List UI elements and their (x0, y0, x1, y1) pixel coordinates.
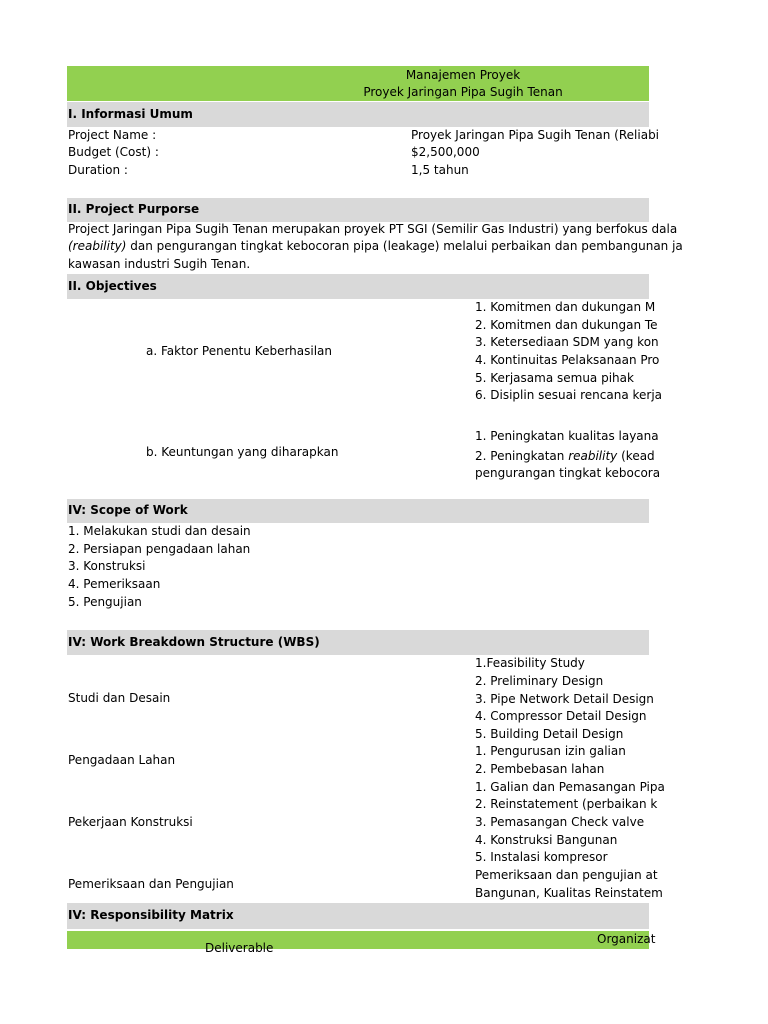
wbs-item: 5. Building Detail Design (475, 727, 624, 741)
wbs-item: 2. Pembebasan lahan (475, 762, 605, 776)
benefit-item: 1. Peningkatan kualitas layana (475, 429, 659, 443)
section-title: II. Project Purporse (68, 202, 200, 216)
wbs-item: Pemeriksaan dan pengujian at (475, 868, 658, 882)
wbs-item: 1.Feasibility Study (475, 656, 585, 670)
success-factor-item: 4. Kontinuitas Pelaksanaan Pro (475, 353, 660, 367)
budget-value: $2,500,000 (411, 145, 480, 159)
purpose-italic-term: (reability) (68, 239, 127, 253)
wbs-item: 3. Pipe Network Detail Design (475, 692, 654, 706)
budget-label: Budget (Cost) : (68, 145, 159, 159)
purpose-line-3: kawasan industri Sugih Tenan. (68, 257, 251, 271)
project-name-value: Proyek Jaringan Pipa Sugih Tenan (Reliabi (411, 128, 660, 142)
benefit-item: pengurangan tingkat kebocora (475, 466, 661, 480)
document-subtitle: Proyek Jaringan Pipa Sugih Tenan (363, 85, 563, 99)
deliverable-column-header: Deliverable (205, 941, 274, 955)
benefit-item-text: 2. Peningkatan (475, 449, 569, 463)
success-factor-item: 3. Ketersediaan SDM yang kon (475, 335, 659, 349)
section-header-scope (67, 499, 649, 523)
section-title: I. Informasi Umum (68, 107, 193, 121)
wbs-group-label: Studi dan Desain (68, 691, 171, 705)
scope-item: 3. Konstruksi (68, 559, 146, 573)
success-factor-item: 1. Komitmen dan dukungan M (475, 300, 656, 314)
section-header-purpose (67, 198, 649, 222)
section-header-wbs (67, 630, 649, 655)
purpose-line-1: Project Jaringan Pipa Sugih Tenan merupakan proyek PT SGI (Semilir Gas Industri) yang berfokus dala (68, 222, 678, 236)
expected-benefits-label: b. Keuntungan yang diharapkan (146, 445, 339, 459)
wbs-group-label: Pengadaan Lahan (68, 753, 176, 767)
organization-column-header: Organizat (597, 932, 656, 946)
benefit-item-text: (kead (617, 449, 655, 463)
purpose-line-2-text: dan pengurangan tingkat kebocoran pipa (leakage) melalui perbaikan dan pembangunan ja (126, 239, 683, 253)
wbs-group-label: Pemeriksaan dan Pengujian (68, 877, 234, 891)
section-header-responsibility (67, 903, 649, 929)
scope-item: 5. Pengujian (68, 595, 142, 609)
wbs-item: 4. Konstruksi Bangunan (475, 833, 618, 847)
document-title: Manajemen Proyek (405, 68, 521, 82)
section-header-info (67, 102, 649, 127)
wbs-item: 3. Pemasangan Check valve (475, 815, 645, 829)
scope-item: 2. Persiapan pengadaan lahan (68, 542, 251, 556)
scope-item: 4. Pemeriksaan (68, 577, 161, 591)
wbs-item: 4. Compressor Detail Design (475, 709, 647, 723)
section-title: IV: Work Breakdown Structure (WBS) (68, 635, 320, 649)
section-title: IV: Responsibility Matrix (68, 908, 234, 922)
success-factor-item: 6. Disiplin sesuai rencana kerja (475, 388, 663, 402)
responsibility-table-header (67, 931, 656, 955)
section-header-objectives (67, 274, 649, 299)
duration-value: 1,5 tahun (411, 163, 469, 177)
success-factor-item: 2. Komitmen dan dukungan Te (475, 318, 658, 332)
spreadsheet-page (67, 66, 683, 955)
wbs-item: 2. Reinstatement (perbaikan k (475, 797, 658, 811)
success-factors-label: a. Faktor Penentu Keberhasilan (146, 344, 333, 358)
title-bar (67, 66, 649, 101)
benefit-italic-term: reability (568, 449, 618, 463)
section-title: IV: Scope of Work (68, 503, 188, 517)
purpose-line-2 (68, 238, 683, 255)
wbs-group-label: Pekerjaan Konstruksi (68, 815, 193, 829)
benefit-item (475, 448, 655, 465)
section-title: II. Objectives (68, 279, 157, 293)
wbs-item: 1. Galian dan Pemasangan Pipa (475, 780, 665, 794)
duration-label: Duration : (68, 163, 128, 177)
wbs-item: 1. Pengurusan izin galian (475, 744, 626, 758)
wbs-item: 5. Instalasi kompresor (475, 850, 608, 864)
project-name-label: Project Name : (68, 128, 157, 142)
scope-item: 1. Melakukan studi dan desain (68, 524, 251, 538)
wbs-item: 2. Preliminary Design (475, 674, 604, 688)
wbs-item: Bangunan, Kualitas Reinstatem (475, 886, 663, 900)
success-factor-item: 5. Kerjasama semua pihak (475, 371, 634, 385)
